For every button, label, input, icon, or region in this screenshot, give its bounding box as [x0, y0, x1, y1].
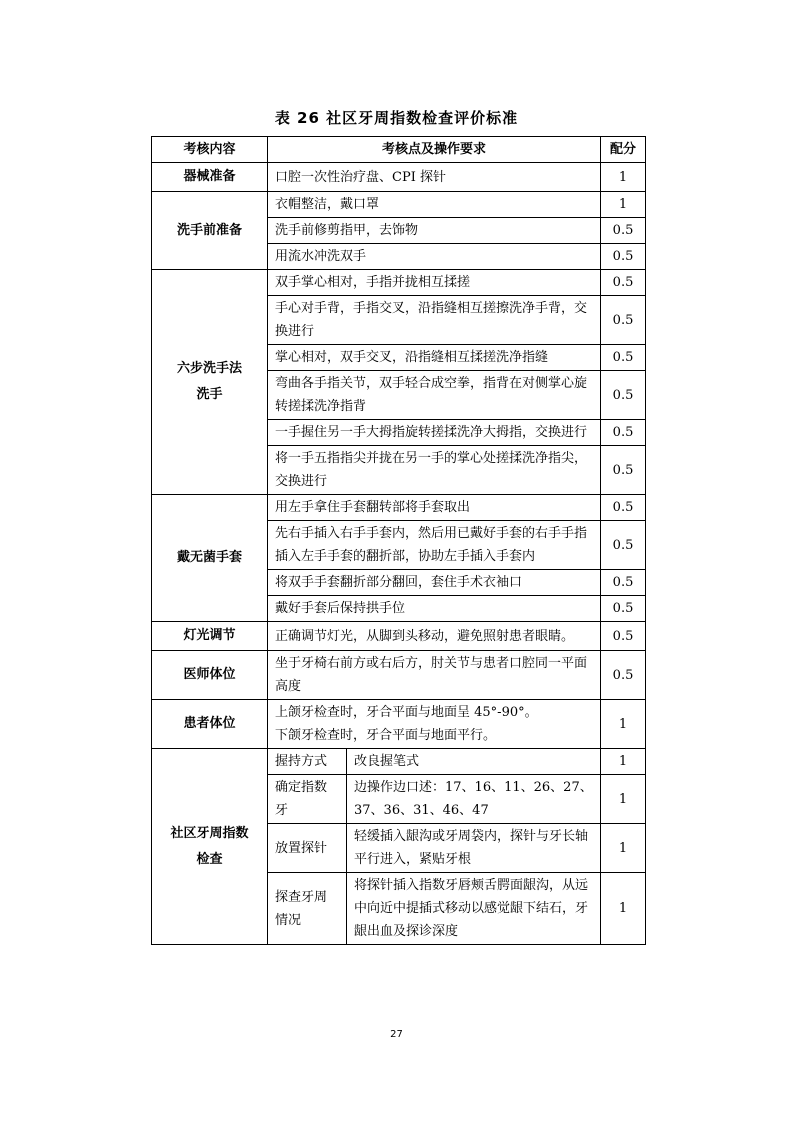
requirement-text: 弯曲各手指关节，双手轻合成空拳，指背在对侧掌心旋转搓揉洗净指背: [268, 371, 601, 420]
requirement-text: 掌心相对，双手交叉，沿指缝相互揉搓洗净指缝: [268, 345, 601, 371]
table-row: [152, 495, 646, 521]
requirement-text: 洗手前修剪指甲，去饰物: [268, 218, 601, 244]
score-cell: 0.5: [601, 570, 646, 596]
table-row: [152, 192, 646, 218]
category-doctor: 医师体位: [152, 651, 268, 700]
category-patient: 患者体位: [152, 700, 268, 749]
sub-item: 探查牙周情况: [268, 873, 347, 945]
table-row: [152, 700, 646, 749]
category-exam-line1: 社区牙周指数: [170, 825, 249, 841]
score-cell: 1: [601, 192, 646, 218]
score-cell: 0.5: [601, 371, 646, 420]
sub-item: 放置探针: [268, 824, 347, 873]
score-cell: 1: [601, 775, 646, 824]
score-cell: 1: [601, 700, 646, 749]
patient-line-lower: 下颌牙检查时，牙合平面与地面平行。: [275, 728, 497, 743]
table-title: 表 26 社区牙周指数检查评价标准: [274, 109, 519, 127]
category-handwash-line1: 六步洗手法: [176, 361, 242, 376]
requirement-text: 用流水冲洗双手: [268, 244, 601, 270]
category-exam: [152, 749, 268, 945]
requirement-text: 戴好手套后保持拱手位: [268, 596, 601, 622]
score-cell: 0.5: [601, 622, 646, 651]
requirement-text: 坐于牙椅右前方或右后方，肘关节与患者口腔同一平面高度: [268, 651, 601, 700]
requirement-text: 改良握笔式: [347, 749, 601, 775]
score-cell: 0.5: [601, 596, 646, 622]
header-content: 考核内容: [152, 137, 268, 163]
requirement-text: 将一手五指指尖并拢在另一手的掌心处搓揉洗净指尖，交换进行: [268, 446, 601, 495]
score-cell: 0.5: [601, 244, 646, 270]
requirement-text: 手心对手背，手指交叉，沿指缝相互搓擦洗净手背，交换进行: [268, 296, 601, 345]
score-cell: 0.5: [601, 270, 646, 296]
score-cell: 0.5: [601, 420, 646, 446]
score-cell: 0.5: [601, 651, 646, 700]
requirement-text: 轻缓插入龈沟或牙周袋内，探针与牙长轴平行进入，紧贴牙根: [347, 824, 601, 873]
score-cell: 0.5: [601, 218, 646, 244]
header-row: [152, 137, 646, 163]
category-handwash: [152, 270, 268, 495]
category-handwash-line2: 洗手: [196, 387, 223, 402]
category-gloves: 戴无菌手套: [152, 495, 268, 622]
score-cell: 0.5: [601, 296, 646, 345]
evaluation-table: [151, 136, 646, 945]
requirement-text: 正确调节灯光，从脚到头移动，避免照射患者眼睛。: [268, 622, 601, 651]
table-row: [152, 270, 646, 296]
page-number: 27: [390, 1029, 403, 1040]
score-cell: 1: [601, 749, 646, 775]
score-cell: 1: [601, 873, 646, 945]
table-row: [152, 651, 646, 700]
requirement-text: 双手掌心相对，手指并拢相互揉搓: [268, 270, 601, 296]
requirement-text: [268, 700, 601, 749]
score-cell: 0.5: [601, 495, 646, 521]
patient-line-upper: 上颌牙检查时，牙合平面与地面呈 45°-90°。: [275, 705, 538, 720]
requirement-text: 将双手手套翻折部分翻回，套住手术衣袖口: [268, 570, 601, 596]
score-cell: 0.5: [601, 345, 646, 371]
header-score: 配分: [601, 137, 646, 163]
requirement-text: 口腔一次性治疗盘、CPI 探针: [268, 163, 601, 192]
score-cell: 0.5: [601, 446, 646, 495]
requirement-text: 先右手插入右手手套内，然后用已戴好手套的右手手指插入左手手套的翻折部，协助左手插入手套内: [268, 521, 601, 570]
category-equipment: 器械准备: [152, 163, 268, 192]
sub-item: 确定指数牙: [268, 775, 347, 824]
sub-item: 握持方式: [268, 749, 347, 775]
requirement-text: 将探针插入指数牙唇颊舌腭面龈沟，从远中向近中提插式移动以感觉龈下结石，牙龈出血及探诊深度: [347, 873, 601, 945]
requirement-text: 衣帽整洁，戴口罩: [268, 192, 601, 218]
table-row: [152, 622, 646, 651]
category-prewash: 洗手前准备: [152, 192, 268, 270]
requirement-text: 边操作边口述：17、16、11、26、27、37、36、31、46、47: [347, 775, 601, 824]
requirement-text: 一手握住另一手大拇指旋转搓揉洗净大拇指，交换进行: [268, 420, 601, 446]
requirement-text: 用左手拿住手套翻转部将手套取出: [268, 495, 601, 521]
category-exam-line2: 检查: [196, 851, 223, 867]
score-cell: 0.5: [601, 521, 646, 570]
score-cell: 1: [601, 824, 646, 873]
table-row: [152, 163, 646, 192]
header-requirements: 考核点及操作要求: [268, 137, 601, 163]
table-row: [152, 749, 646, 775]
score-cell: 1: [601, 163, 646, 192]
category-light: 灯光调节: [152, 622, 268, 651]
